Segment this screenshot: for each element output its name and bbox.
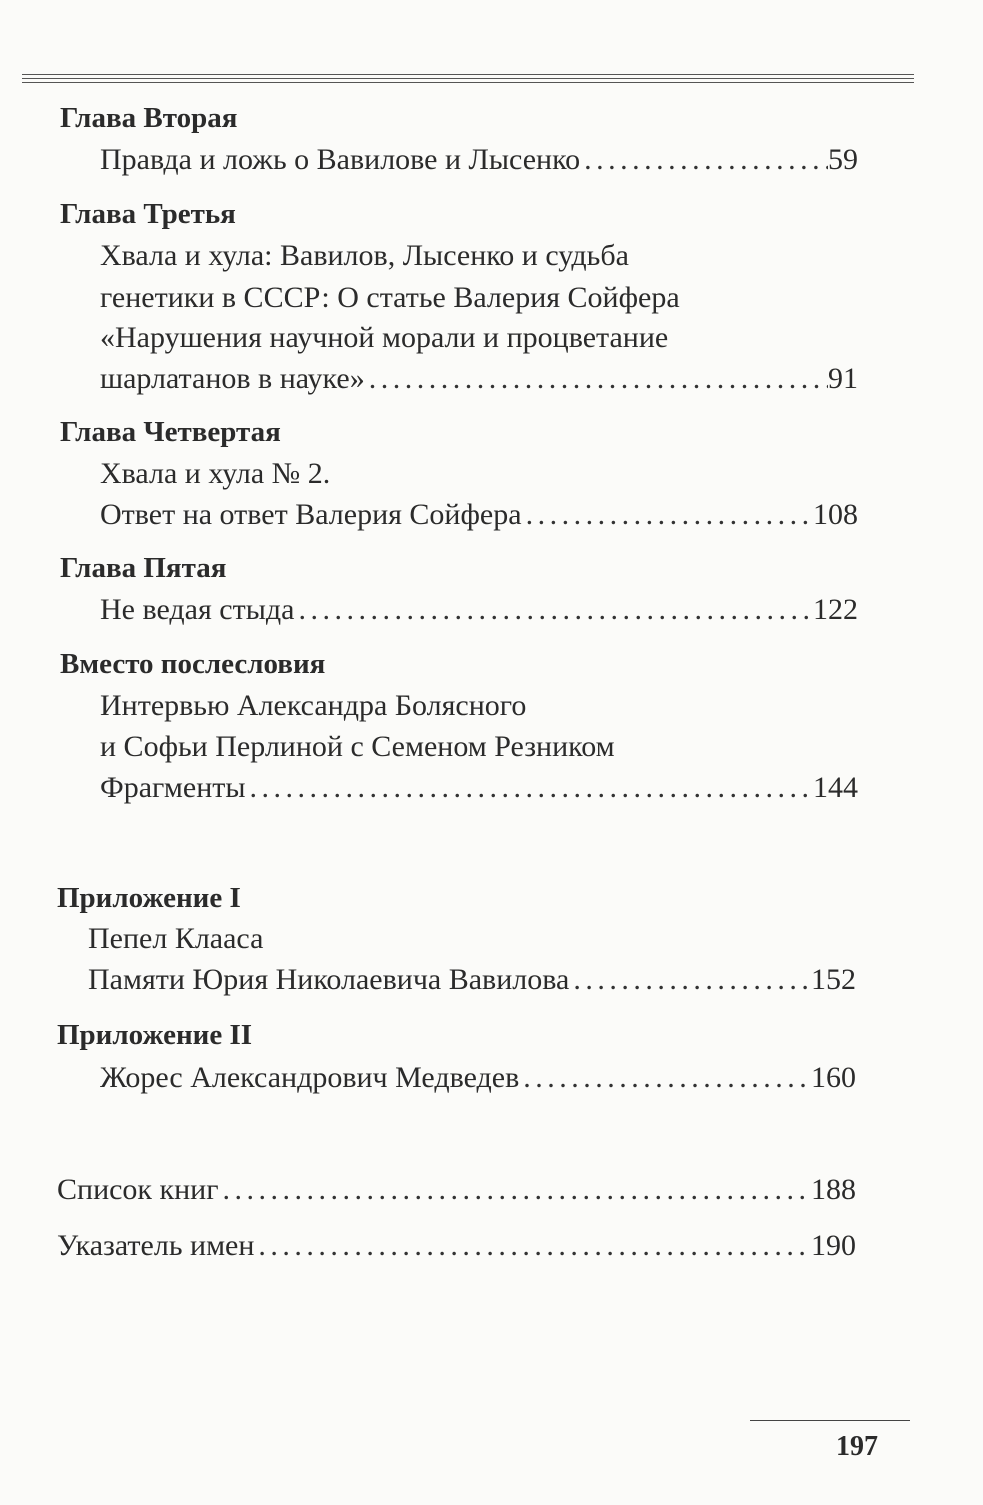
- toc-entry-book-list[interactable]: [57, 1172, 856, 1208]
- dot-leader: [522, 497, 813, 533]
- top-rule: [22, 82, 914, 83]
- toc-page-number: 160: [811, 1061, 856, 1094]
- toc-entry[interactable]: [100, 770, 858, 806]
- footer-rule: [750, 1420, 910, 1421]
- toc-entry[interactable]: [100, 497, 858, 533]
- toc-entry[interactable]: [100, 142, 858, 178]
- toc-entry-title: Правда и ложь о Вавилове и Лысенко: [100, 143, 581, 176]
- toc-entry[interactable]: [100, 1060, 856, 1096]
- toc-entry-title: шарлатанов в науке»: [100, 362, 365, 395]
- toc-entry-name-index[interactable]: [57, 1228, 856, 1264]
- toc-entry[interactable]: [100, 592, 858, 628]
- toc-page-number: 122: [813, 593, 858, 626]
- appendix-heading: Приложение I: [57, 882, 241, 914]
- toc-entry-line: Интервью Александра Болясного: [100, 689, 527, 722]
- toc-entry-title: Ответ на ответ Валерия Сойфера: [100, 498, 522, 531]
- top-rule: [22, 78, 914, 79]
- toc-entry-title: Не ведая стыда: [100, 593, 295, 626]
- dot-leader: [254, 1228, 811, 1264]
- page-number: 197: [836, 1431, 878, 1462]
- toc-page-number: 188: [811, 1173, 856, 1206]
- toc-entry-line: генетики в СССР: О статье Валерия Сойфера: [100, 281, 680, 314]
- dot-leader: [569, 962, 811, 998]
- toc-page-number: 108: [813, 498, 858, 531]
- dot-leader: [294, 592, 813, 628]
- toc-page-number: 144: [813, 771, 858, 804]
- toc-entry[interactable]: [100, 361, 858, 397]
- toc-page-number: 59: [828, 143, 858, 176]
- toc-page-number: 91: [828, 362, 858, 395]
- chapter-heading: Глава Вторая: [60, 102, 238, 134]
- toc-entry-title: Фрагменты: [100, 771, 246, 804]
- chapter-heading: Глава Третья: [60, 198, 236, 230]
- toc-page-number: 152: [811, 963, 856, 996]
- toc-entry-title: Памяти Юрия Николаевича Вавилова: [88, 963, 570, 996]
- chapter-heading: Глава Пятая: [60, 552, 227, 584]
- chapter-heading: Вместо послесловия: [60, 648, 326, 680]
- toc-entry-title: Список книг: [57, 1173, 219, 1206]
- chapter-heading: Глава Четвертая: [60, 416, 281, 448]
- top-rule: [22, 74, 914, 75]
- toc-entry-line: и Софьи Перлиной с Семеном Резником: [100, 730, 615, 763]
- toc-entry-line: «Нарушения научной морали и процветание: [100, 321, 669, 354]
- toc-entry-line: Хвала и хула: Вавилов, Лысенко и судьба: [100, 239, 629, 272]
- dot-leader: [246, 770, 813, 806]
- dot-leader: [519, 1060, 811, 1096]
- dot-leader: [580, 142, 828, 178]
- dot-leader: [365, 361, 828, 397]
- toc-page-number: 190: [811, 1229, 856, 1262]
- appendix-heading: Приложение II: [57, 1019, 253, 1051]
- toc-entry-title: Жорес Александрович Медведев: [100, 1061, 520, 1094]
- toc-entry-line: Хвала и хула № 2.: [100, 457, 331, 490]
- dot-leader: [219, 1172, 812, 1208]
- toc-entry-line: Пепел Клааса: [88, 922, 264, 955]
- toc-entry-title: Указатель имен: [57, 1229, 255, 1262]
- toc-entry[interactable]: [88, 962, 856, 998]
